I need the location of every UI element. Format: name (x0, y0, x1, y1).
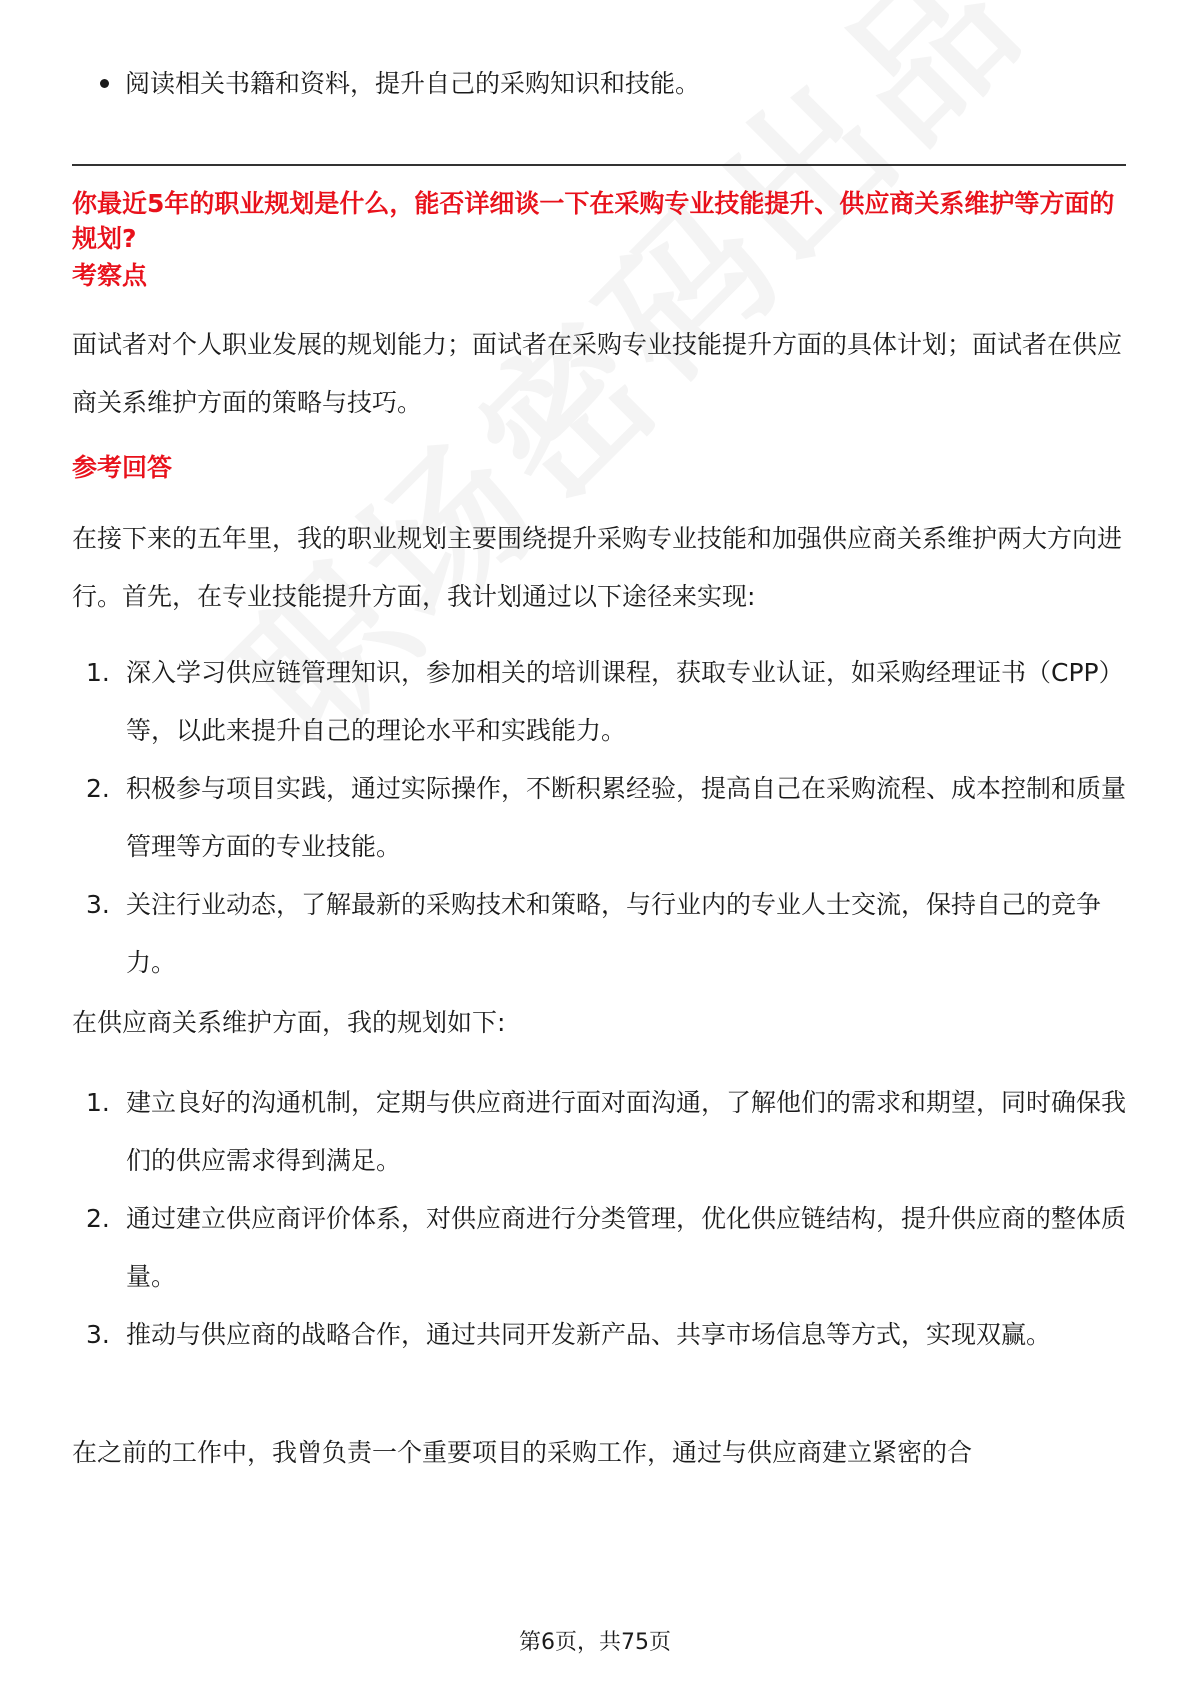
list-item (72, 1190, 1132, 1306)
list-item-text: 积极参与项目实践，通过实际操作，不断积累经验，提高自己在采购流程、成本控制和质量管理等方面的专业技能。 (126, 774, 1127, 861)
answer-heading: 参考回答 (72, 453, 173, 482)
skills-list (72, 644, 1132, 992)
section-divider (72, 164, 1126, 166)
supplier-intro: 在供应商关系维护方面，我的规划如下: (72, 1008, 506, 1037)
answer-intro: 在接下来的五年里，我的职业规划主要围绕提升采购专业技能和加强供应商关系维护两大方向进行。首先，在专业技能提升方面，我计划通过以下途径来实现: (72, 524, 1123, 611)
list-number: 2. (86, 774, 110, 803)
list-number: 3. (86, 1320, 110, 1349)
focus-heading: 考察点 (72, 261, 148, 290)
focus-text: 面试者对个人职业发展的规划能力；面试者在采购专业技能提升方面的具体计划；面试者在供应商关系维护方面的策略与技巧。 (72, 330, 1123, 417)
page-footer: 第6页，共75页 (519, 1630, 671, 1655)
list-number: 3. (86, 890, 110, 919)
list-item-text: 深入学习供应链管理知识，参加相关的培训课程，获取专业认证，如采购经理证书（CPP）等，以此来提升自己的理论水平和实践能力。 (126, 658, 1124, 745)
list-item (72, 1306, 1132, 1364)
list-number: 1. (86, 658, 110, 687)
closing-paragraph: 在之前的工作中，我曾负责一个重要项目的采购工作，通过与供应商建立紧密的合 (72, 1438, 973, 1467)
list-item (72, 876, 1132, 992)
question-title: 你最近5年的职业规划是什么，能否详细谈一下在采购专业技能提升、供应商关系维护等方面的规划? (72, 189, 1115, 253)
list-number: 1. (86, 1088, 110, 1117)
list-item (72, 760, 1132, 876)
list-item (72, 644, 1132, 760)
bullet-icon (100, 79, 109, 88)
list-item-text: 通过建立供应商评价体系，对供应商进行分类管理，优化供应链结构，提升供应商的整体质量。 (126, 1204, 1127, 1291)
top-bullet-text: 阅读相关书籍和资料，提升自己的采购知识和技能。 (125, 69, 701, 98)
list-item (72, 1074, 1132, 1190)
list-item-text: 推动与供应商的战略合作，通过共同开发新产品、共享市场信息等方式，实现双赢。 (126, 1320, 1052, 1349)
list-item-text: 关注行业动态，了解最新的采购技术和策略，与行业内的专业人士交流，保持自己的竞争力。 (126, 890, 1102, 977)
list-item-text: 建立良好的沟通机制，定期与供应商进行面对面沟通，了解他们的需求和期望，同时确保我们的供应需求得到满足。 (126, 1088, 1127, 1175)
list-number: 2. (86, 1204, 110, 1233)
supplier-list (72, 1074, 1132, 1364)
